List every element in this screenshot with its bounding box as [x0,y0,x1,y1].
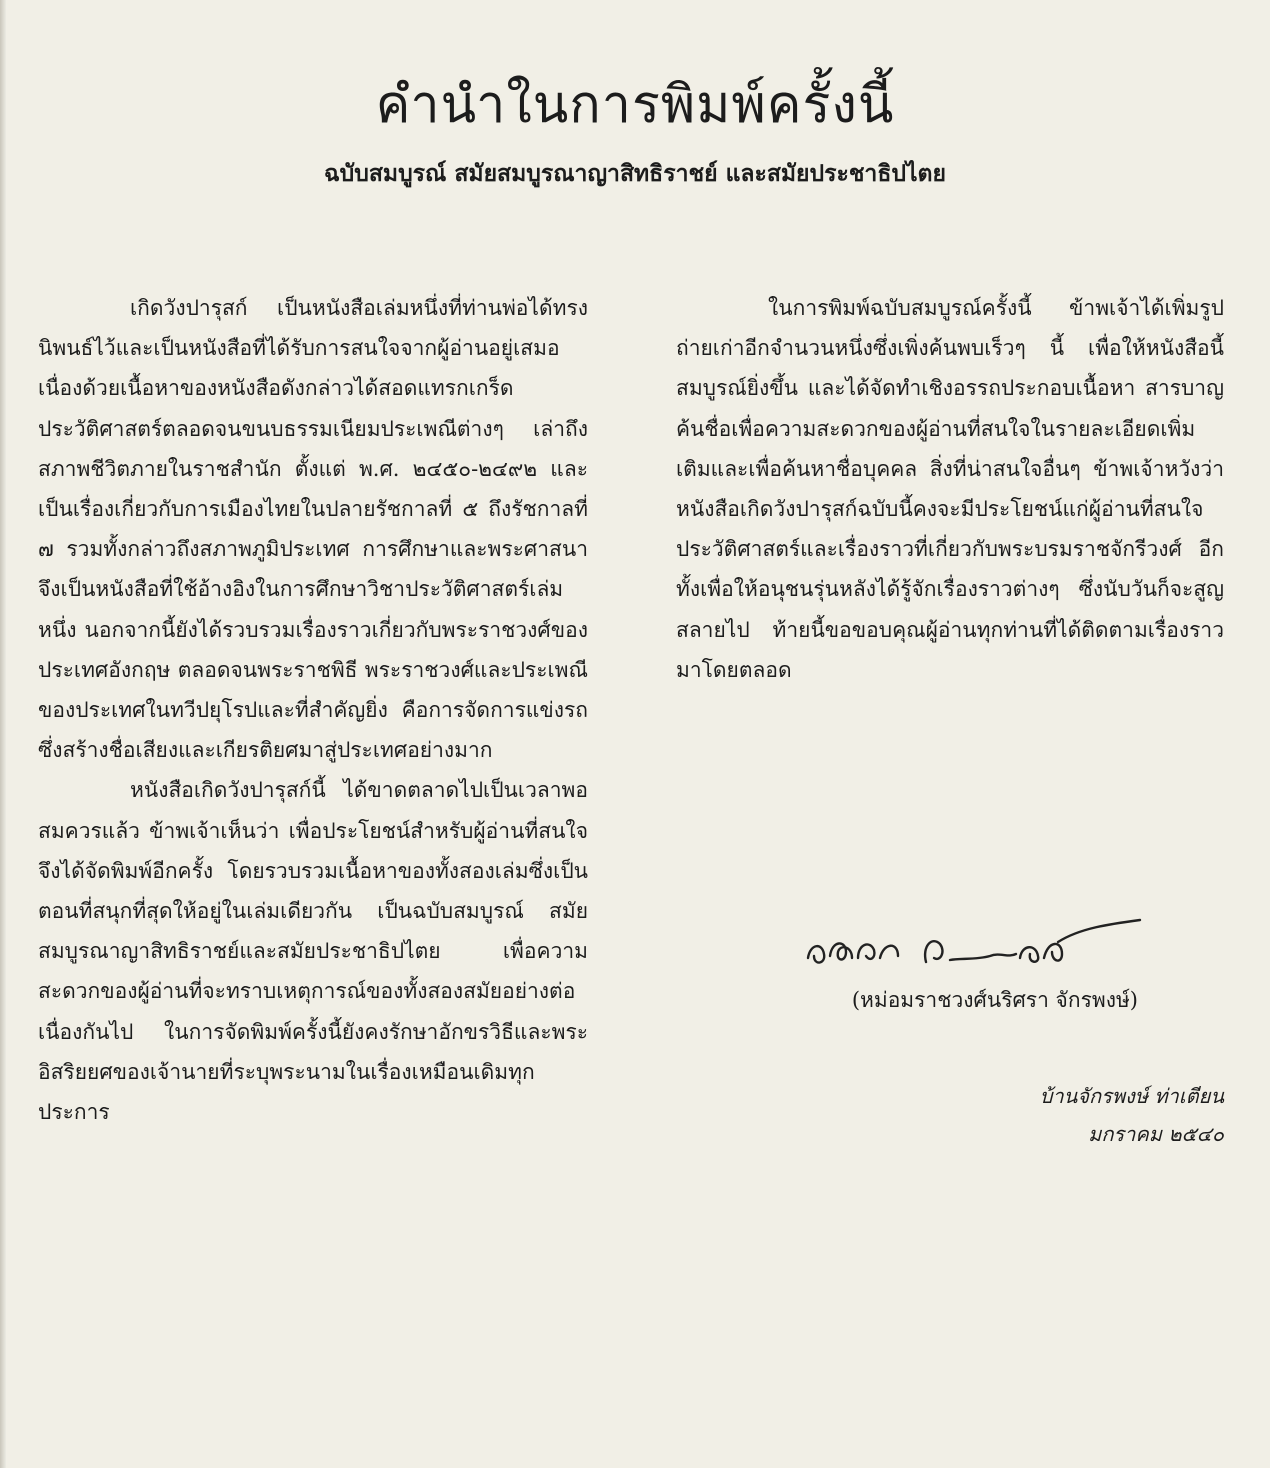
signing-place: บ้านจักรพงษ์ ท่าเตียน [1039,1084,1224,1108]
page-subtitle: ฉบับสมบูรณ์ สมัยสมบูรณาญาสิทธิราชย์ และสมัยประชาธิปไตย [324,161,946,187]
page-title: คำนำในการพิมพ์ครั้งนี้ [375,75,895,135]
page-edge [0,0,6,1468]
right-column [676,288,1224,690]
signing-date: มกราคม ๒๕๔๐ [1088,1122,1224,1146]
paragraph: ในการพิมพ์ฉบับสมบูรณ์ครั้งนี้ ข้าพเจ้าได้เพิ่มรูปถ่ายเก่าอีกจำนวนหนึ่งซึ่งเพิ่งค้นพบเร็วๆ นี้ เพื่อให้หนังสือนี้สมบูรณ์ยิ่งขึ้น และได้จัดทำเชิงอรรถประกอบเนื้อหา สารบาญค้นชื่อเพื่อความสะดวกของผู้อ่านที่สนใจในรายละเอียดเพิ่มเติมและเพื่อค้นหาชื่อบุคคล สิ่งที่น่าสนใจอื่นๆ ข้าพเจ้าหวังว่า หนังสือเกิดวังปารุสก์ฉบับนี้คงจะมีประโยชน์แก่ผู้อ่านที่สนใจประวัติศาสตร์และเรื่องราวที่เกี่ยวกับพระบรมราชจักรีวงศ์ อีกทั้งเพื่อให้อนุชนรุ่นหลังได้รู้จักเรื่องราวต่างๆ ซึ่งนับวันก็จะสูญสลายไป ท้ายนี้ขอขอบคุณผู้อ่านทุกท่านที่ได้ติดตามเรื่องราวมาโดยตลอด [676,296,1224,682]
paragraph: เกิดวังปารุสก์ เป็นหนังสือเล่มหนึ่งที่ท่านพ่อได้ทรงนิพนธ์ไว้และเป็นหนังสือที่ได้รับการสนใจจากผู้อ่านอยู่เสมอ เนื่องด้วยเนื้อหาของหนังสือดังกล่าวได้สอดแทรกเกร็ดประวัติศาสตร์ตลอดจนขนบธรรมเนียมประเพณีต่างๆ เล่าถึงสภาพชีวิตภายในราชสำนัก ตั้งแต่ พ.ศ. ๒๔๕๐-๒๔๙๒ และเป็นเรื่องเกี่ยวกับการเมืองไทยในปลายรัชกาลที่ ๕ ถึงรัชกาลที่ ๗ รวมทั้งกล่าวถึงสภาพภูมิประเทศ การศึกษาและพระศาสนา จึงเป็นหนังสือที่ใช้อ้างอิงในการศึกษาวิชาประวัติศาสตร์เล่มหนึ่ง นอกจากนี้ยังได้รวบรวมเรื่องราวเกี่ยวกับพระราชวงศ์ของประเทศอังกฤษ ตลอดจนพระราชพิธี พระราชวงศ์และประเพณีของประเทศในทวีปยุโรปและที่สำคัญยิ่ง คือการจัดการแข่งรถ ซึ่งสร้างชื่อเสียงและเกียรติยศมาสู่ประเทศอย่างมาก [38,296,588,763]
handwritten-signature [800,900,1150,980]
paragraph: หนังสือเกิดวังปารุสก์นี้ ได้ขาดตลาดไปเป็นเวลาพอสมควรแล้ว ข้าพเจ้าเห็นว่า เพื่อประโยชน์สำหรับผู้อ่านที่สนใจ จึงได้จัดพิมพ์อีกครั้ง โดยรวบรวมเนื้อหาของทั้งสองเล่มซึ่งเป็นตอนที่สนุกที่สุดให้อยู่ในเล่มเดียวกัน เป็นฉบับสมบูรณ์ สมัยสมบูรณาญาสิทธิราชย์และสมัยประชาธิปไตย เพื่อความสะดวกของผู้อ่านที่จะทราบเหตุการณ์ของทั้งสองสมัยอย่างต่อเนื่องกันไป ในการจัดพิมพ์ครั้งนี้ยังคงรักษาอักขรวิธีและพระอิสริยยศของเจ้านายที่ระบุพระนามในเรื่องเหมือนเดิมทุกประการ [38,778,588,1125]
signer-name: (หม่อมราชวงศ์นริศรา จักรพงษ์) [851,988,1138,1012]
left-column [38,288,588,1132]
